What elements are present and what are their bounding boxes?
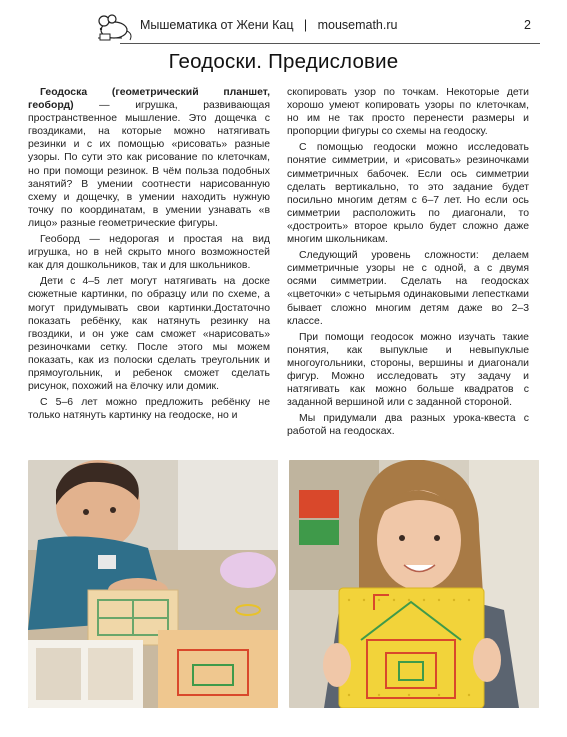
mouse-logo-icon	[92, 12, 136, 44]
term-bold: Геодоска (геометрический планшет, геоборд)	[28, 87, 270, 112]
paragraph-quest: Мы придумали два разных урока-квеста с работой на геодосках.	[287, 413, 529, 438]
left-column	[28, 86, 270, 425]
header-rule	[120, 43, 540, 44]
paragraph-2: Геоборд — недорогая и простая на вид игрушка, но в ней скрыто много возможностей как для дошкольников, так и для школьников.	[28, 234, 270, 272]
paragraph-polygons: При помощи геодосок можно изучать такие понятия, как выпуклые и невыпуклые многоугольники, стороны, вершины и диагонали фигур. Можно исследовать эту задачу и натягивать как можно больше квадратов с заданной вершиной или с заданной стороной.	[287, 331, 529, 409]
page-title: Геодоски. Предисловие	[168, 50, 399, 73]
page-header	[0, 0, 567, 46]
site-title: Мышематика от Жени Кац | mousemath.ru	[140, 18, 398, 32]
photo-girl-geoboard	[289, 460, 539, 708]
photo-boy-geoboard	[28, 460, 278, 708]
right-column	[287, 86, 529, 441]
intro-text: — игрушка, развивающая пространственное мышление. Это дощечка с гвоздиками, на которые можно натягивать резинки и с их помощью «рисовать» разные узоры. По сути это как рисование по клеточкам, но при помощи резинок. В чём польза подобных занятий? В умении соотнести нарисованную схему и дощечку, в умении находить нужную точку по координатам, в умении узнавать «в лицо» разные геометрические фигуры.	[28, 100, 270, 229]
paragraph-symmetry: С помощью геодоски можно исследовать понятие симметрии, и «рисовать» резиночками симметричных бабочек. Если ось симметрии сделать вертикально, то это задание будет посильно многим детям с 6–7 лет. Но если ось симметрии расположить по диагонали, то «достроить» второе крыло будет сложно даже многим школьникам.	[287, 142, 529, 246]
paragraph-next-level: Следующий уровень сложности: делаем симметричные узоры не с одной, а с двумя осями симметрии. Сделать на геодосках «цветочки» с четырьмя одинаковыми лепестками бывает сложно многим детям даже во 2–3 классе.	[287, 250, 529, 327]
page-number: 2	[524, 18, 531, 32]
paragraph-4: С 5–6 лет можно предложить ребёнку не только натянуть картинку на геодоске, но и	[28, 397, 270, 422]
paragraph-3: Дети с 4–5 лет могут натягивать на доске сюжетные картинки, по образцу или по схеме, а могут придумывать свои картинки.Достаточно показать ребёнку, как натянуть резинку на гвоздики, и он уже сам сможет «нарисовать» резиночками сетку. После этого мы можем показать, как из полоски сделать треугольник и прямоугольник, и ребенок сможет сделать рисунок, похожий на ёлочку или домик.	[28, 276, 270, 393]
paragraph-continued: скопировать узор по точкам. Некоторые дети хорошо умеют копировать узоры по клеточкам, но им не так просто перенести размеры и пропорции фигуры со схемы на геодоску.	[287, 87, 529, 138]
paragraph-intro	[28, 86, 270, 230]
